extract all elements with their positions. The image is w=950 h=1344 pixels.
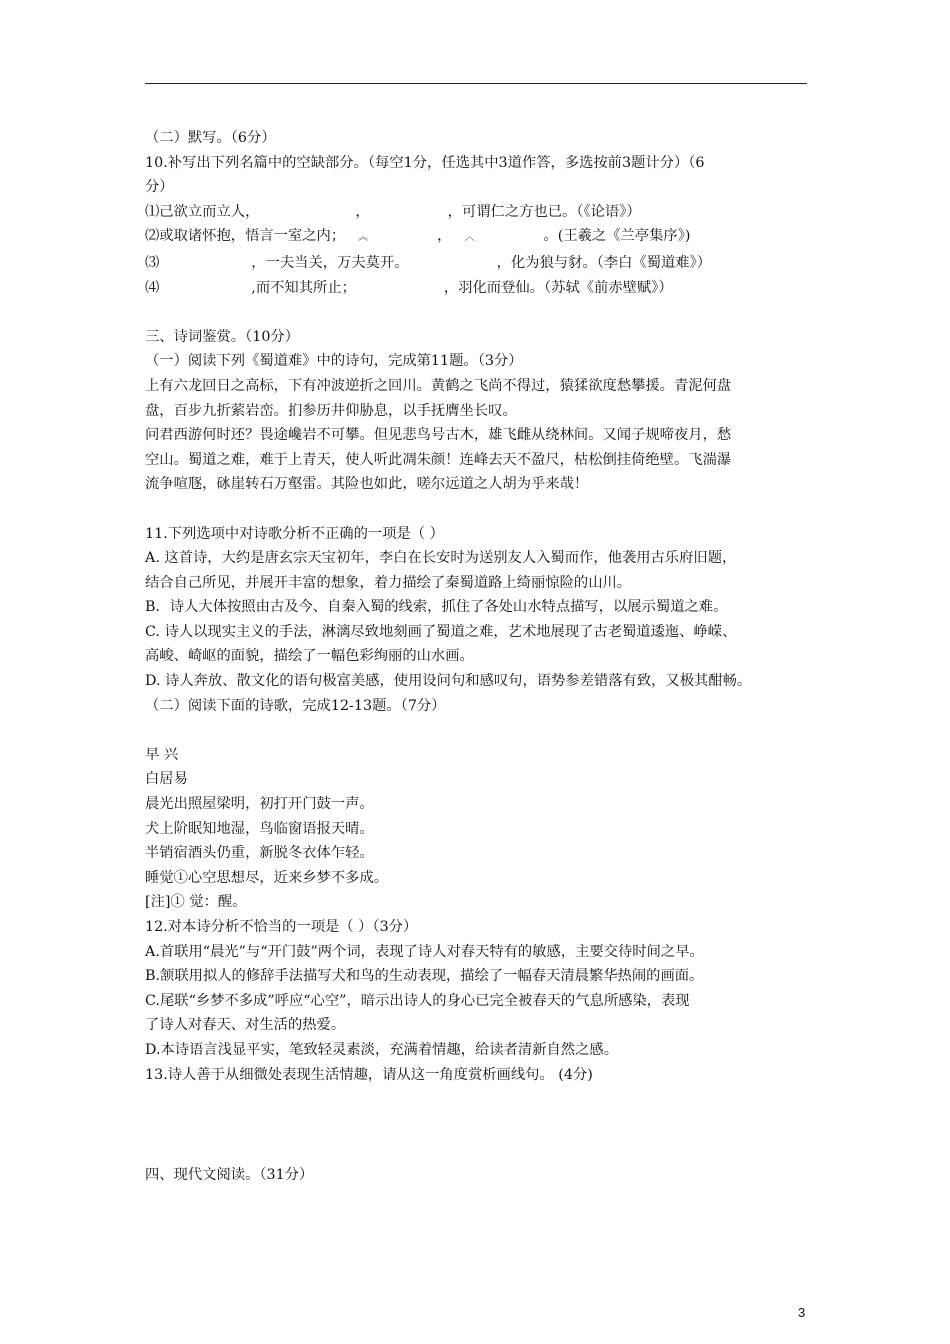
option-c: C. 诗人以现实主义的手法，淋漓尽致地刻画了蜀道之难，艺术地展现了古老蜀道逶迤、峥嵘、 [145,623,737,640]
option-c-cont: 了诗人对春天、对生活的热爱。 [145,1017,346,1034]
poem-line: 晨光出照屋梁明，初打开门鼓一声。 [145,796,374,813]
option-a: A.首联用“晨光”与“开门鼓”两个词，表现了诗人对春天特有的敏感，主要交待时间之早。 [145,943,704,960]
option-b: B.颔联用拟人的修辞手法描写犬和鸟的生动表现，描绘了一幅春天清晨繁华热闹的画面。 [145,968,704,985]
document-body [145,126,825,1188]
blank-marker-icon: ︽ [358,232,369,244]
section-heading: （二）默写。（6分） [145,130,276,146]
poem-line: 犬上阶眠知地湿，鸟临窗语报天晴。 [145,820,374,837]
question-11-stem: 11.下列选项中对诗歌分析不正确的一项是（ ） [145,525,444,542]
poem-line: 睡觉①心空思想尽，近来乡梦不多成。 [145,869,389,886]
section-heading: 四、现代文阅读。（31分） [145,1167,314,1184]
poem-line: 盘，百步九折萦岩峦。扪参历井仰胁息，以手抚膺坐长叹。 [145,402,517,419]
page-number: 3 [798,1305,806,1320]
section-heading: 三、诗词鉴赏。（10分） [145,328,300,345]
option-a: A. 这首诗，大约是唐玄宗天宝初年，李白在长安时为送别友人入蜀而作，他袭用古乐府旧题， [145,550,737,567]
question-10-stem: 10.补写出下列名篇中的空缺部分。（每空1分，任选其中3道作答，多选按前3题计分）（6 [145,154,705,171]
poem-line: 空山。蜀道之难，难于上青天，使人听此凋朱颜！连峰去天不盈尺，枯松倒挂倚绝壁。飞湍瀑 [145,451,732,468]
poem-line: 上有六龙回日之高标，下有冲波逆折之回川。黄鹤之飞尚不得过，猿猱欲度愁攀援。青泥何盘 [145,377,732,394]
question-12-stem: 12.对本诗分析不恰当的一项是（ ）（3分） [145,919,418,935]
option-a-cont: 结合自己所见，并展开丰富的想象，着力描绘了秦蜀道路上绮丽惊险的山川。 [145,574,632,591]
option-d: D. 诗人奔放、散文化的语句极富美感，使用设问句和感叹句，语势参差错落有致，又极其酣畅。 [145,673,752,690]
option-c-cont: 高峻、崎岖的面貌，描绘了一幅色彩绚丽的山水画。 [145,648,474,665]
question-10-stem-cont: 分） [145,179,174,196]
fill-line-1: ⑴己欲立而立人， ， ，可谓仁之方也已。（《论语》） [145,203,641,220]
subsection-heading: （二）阅读下面的诗歌，完成12-13题。（7分） [145,697,446,714]
poem-title: 早 兴 [145,746,179,763]
header-rule [145,83,807,84]
poem-note: [注]① 觉：醒。 [145,894,247,911]
fill-line-2: ⑵或取诸怀抱，悟言一室之内； ︽ ， ︿ 。(王羲之《兰亭集序》) [145,224,825,251]
subsection-heading: （一）阅读下列《蜀道难》中的诗句，完成第11题。（3分） [145,353,523,370]
fill-line-3: ⑶ ，一夫当关，万夫莫开。 ，化为狼与豺。（李白《蜀道难》） [145,254,712,271]
poem-author: 白居易 [145,771,188,788]
option-b: B．诗人大体按照由古及今、自秦入蜀的线索，抓住了各处山水特点描写，以展示蜀道之难。 [145,599,728,616]
option-c: C.尾联“乡梦不多成”呼应“心空”，暗示出诗人的身心已完全被春天的气息所感染，表现 [145,992,690,1009]
fill-line-4: ⑷ ,而不知其所止； ，羽化而登仙。（苏轼《前赤壁赋》） [145,279,673,296]
poem-line: 半销宿酒头仍重，新脱冬衣体乍轻。 [145,845,374,862]
blank-marker-icon: ︿ [464,232,475,244]
poem-line: 问君西游何时还？畏途巉岩不可攀。但见悲鸟号古木，雄飞雌从绕林间。又闻子规啼夜月，愁 [145,427,732,444]
option-d: D.本诗语言浅显平实，笔致轻灵素淡，充满着情趣，给读者清新自然之感。 [145,1041,618,1058]
question-13-stem: 13.诗人善于从细微处表现生活情趣，请从这一角度赏析画线句。 (4分) [145,1066,593,1083]
poem-line: 流争喧豗，砯崖转石万壑雷。其险也如此，嗟尔远道之人胡为乎来哉！ [145,476,589,493]
